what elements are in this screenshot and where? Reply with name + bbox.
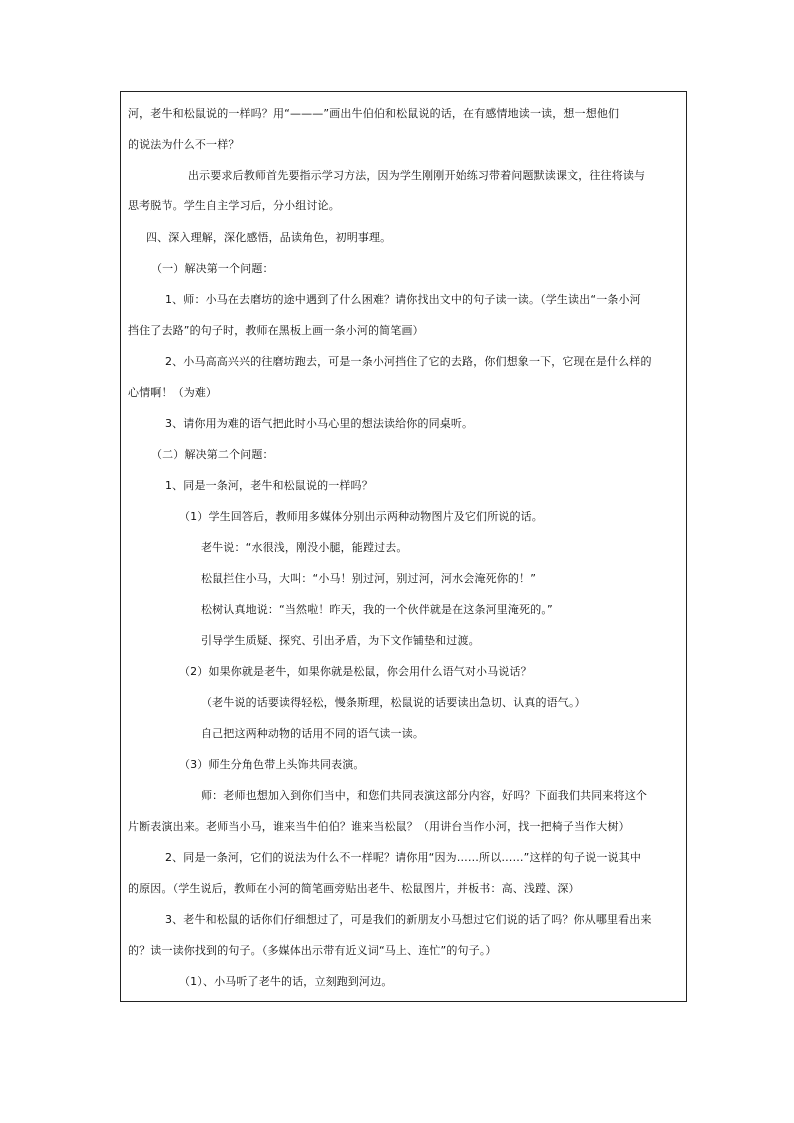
text-line-19: （2）如果你就是老牛，如果你就是松鼠，你会用什么语气对小马说话？ xyxy=(179,665,532,678)
text-line-25: 2、同是一条河，它们的说法为什么不一样呢？请你用“因为……所以……”这样的句子说一说其中 xyxy=(165,851,641,864)
text-line-4: 思考脱节。学生自主学习后，分小组讨论。 xyxy=(128,199,340,212)
text-line-24: 片断表演出来。老师当小马，谁来当牛伯伯？谁来当松鼠？（用讲台当作小河，找一把椅子当作大树） xyxy=(128,820,630,833)
text-line-16: 松鼠拦住小马，大叫：“小马！别过河，别过河，河水会淹死你的！” xyxy=(201,572,537,585)
text-line-3: 出示要求后教师首先要指示学习方法，因为学生刚刚开始练习带着问题默读课文，往往将读与 xyxy=(188,169,646,182)
text-line-6: （一）解决第一个问题： xyxy=(151,262,274,275)
content-box xyxy=(120,91,687,1002)
text-line-1: 河，老牛和松鼠说的一样吗？用“———”画出牛伯伯和松鼠说的话，在有感情地读一读，想一想他们 xyxy=(128,107,620,120)
text-line-14: （1）学生回答后，教师用多媒体分别出示两种动物图片及它们所说的话。 xyxy=(179,510,543,523)
text-line-5: 四、深入理解，深化感悟，品读角色，初明事理。 xyxy=(146,231,392,244)
text-line-17: 松树认真地说：“当然啦！昨天，我的一个伙伴就是在这条河里淹死的。” xyxy=(201,603,553,616)
text-line-8: 挡住了去路”的句子时，教师在黑板上画一条小河的简笔画） xyxy=(128,324,424,337)
text-line-9: 2、小马高高兴兴的往磨坊跑去，可是一条小河挡住了它的去路，你们想象一下，它现在是什么样的 xyxy=(165,355,652,368)
text-line-11: 3、请你用为难的语气把此时小马心里的想法读给你的同桌听。 xyxy=(165,417,474,430)
text-line-7: 1、师：小马在去磨坊的途中遇到了什么困难？请你找出文中的句子读一读。（学生读出“一条小河 xyxy=(165,293,641,306)
text-line-18: 引导学生质疑、探究、引出矛盾，为下文作铺垫和过渡。 xyxy=(201,634,480,647)
text-line-23: 师：老师也想加入到你们当中，和您们共同表演这部分内容，好吗？下面我们共同来将这个 xyxy=(201,789,647,802)
text-line-22: （3）师生分角色带上头饰共同表演。 xyxy=(179,758,365,771)
text-line-12: （二）解决第二个问题： xyxy=(151,448,274,461)
text-line-13: 1、同是一条河，老牛和松鼠说的一样吗？ xyxy=(165,479,373,492)
text-line-28: 的？读一读你找到的句子。（多媒体出示带有近义词“马上、连忙”的句子。） xyxy=(128,944,497,957)
text-line-20: （老牛说的话要读得轻松，慢条斯理，松鼠说的话要读出急切、认真的语气。） xyxy=(201,696,586,709)
text-line-29: （1）、小马听了老牛的话，立刻跑到河边。 xyxy=(179,975,393,988)
text-line-10: 心情啊！（为难） xyxy=(128,386,218,399)
text-line-21: 自己把这两种动物的话用不同的语气读一读。 xyxy=(201,727,424,740)
text-line-26: 的原因。（学生说后，教师在小河的简笔画旁贴出老牛、松鼠图片，并板书：高、浅蹚、深） xyxy=(128,882,580,895)
text-line-2: 的说法为什么不一样？ xyxy=(128,138,240,151)
text-line-27: 3、老牛和松鼠的话你们仔细想过了，可是我们的新朋友小马想过它们说的话了吗？你从哪里看出来 xyxy=(165,913,652,926)
text-line-15: 老牛说：“水很浅，刚没小腿，能蹚过去。 xyxy=(201,541,408,554)
